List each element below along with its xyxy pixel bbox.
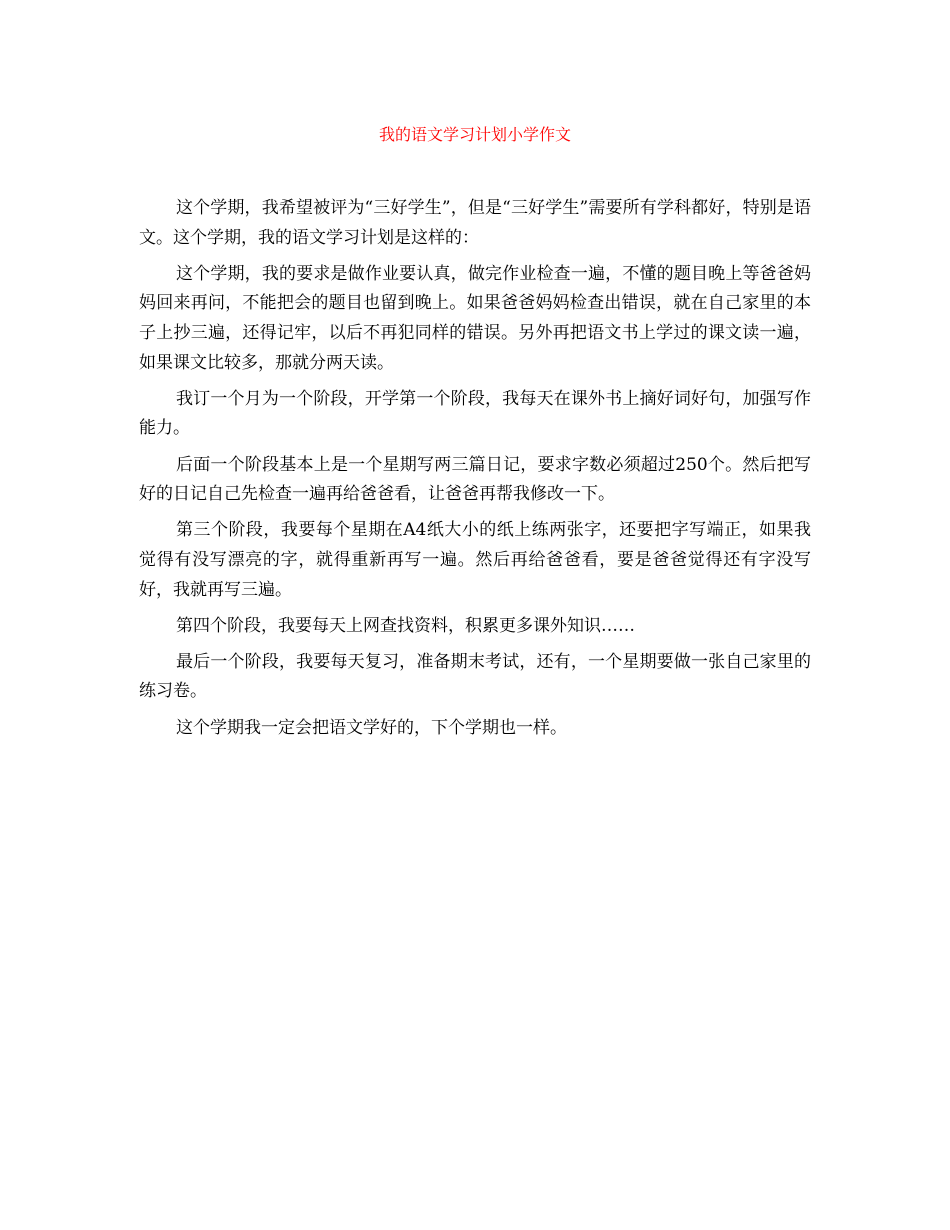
paragraph: 第三个阶段，我要每个星期在A4纸大小的纸上练两张字，还要把字写端正，如果我觉得有没写漂亮的字，就得重新再写一遍。然后再给爸爸看，要是爸爸觉得还有字没写好，我就再写三遍。 — [139, 520, 811, 600]
paragraph: 第四个阶段，我要每天上网查找资料，积累更多课外知识…… — [176, 615, 635, 636]
paragraph: 最后一个阶段，我要每天复习，准备期末考试，还有，一个星期要做一张自己家里的练习卷。 — [139, 651, 811, 702]
paragraph: 这个学期，我的要求是做作业要认真，做完作业检查一遍，不懂的题目晚上等爸爸妈妈回来再问，不能把会的题目也留到晚上。如果爸爸妈妈检查出错误，就在自己家里的本子上抄三遍，还得记牢，以后不再犯同样的错误。另外再把语文书上学过的课文读一遍，如果课文比较多，那就分两天读。 — [139, 263, 811, 373]
paragraph: 这个学期，我希望被评为“三好学生”，但是“三好学生”需要所有学科都好，特别是语文。这个学期，我的语文学习计划是这样的： — [139, 198, 811, 248]
paragraph: 我订一个月为一个阶段，开学第一个阶段，我每天在课外书上摘好词好句，加强写作能力。 — [139, 388, 811, 439]
paragraph: 后面一个阶段基本上是一个星期写两三篇日记，要求字数必须超过250个。然后把写好的日记自己先检查一遍再给爸爸看，让爸爸再帮我修改一下。 — [139, 454, 811, 505]
paragraph: 这个学期我一定会把语文学好的，下个学期也一样。 — [176, 717, 567, 738]
document-title: 我的语文学习计划小学作文 — [378, 125, 571, 144]
document-body — [139, 194, 811, 750]
